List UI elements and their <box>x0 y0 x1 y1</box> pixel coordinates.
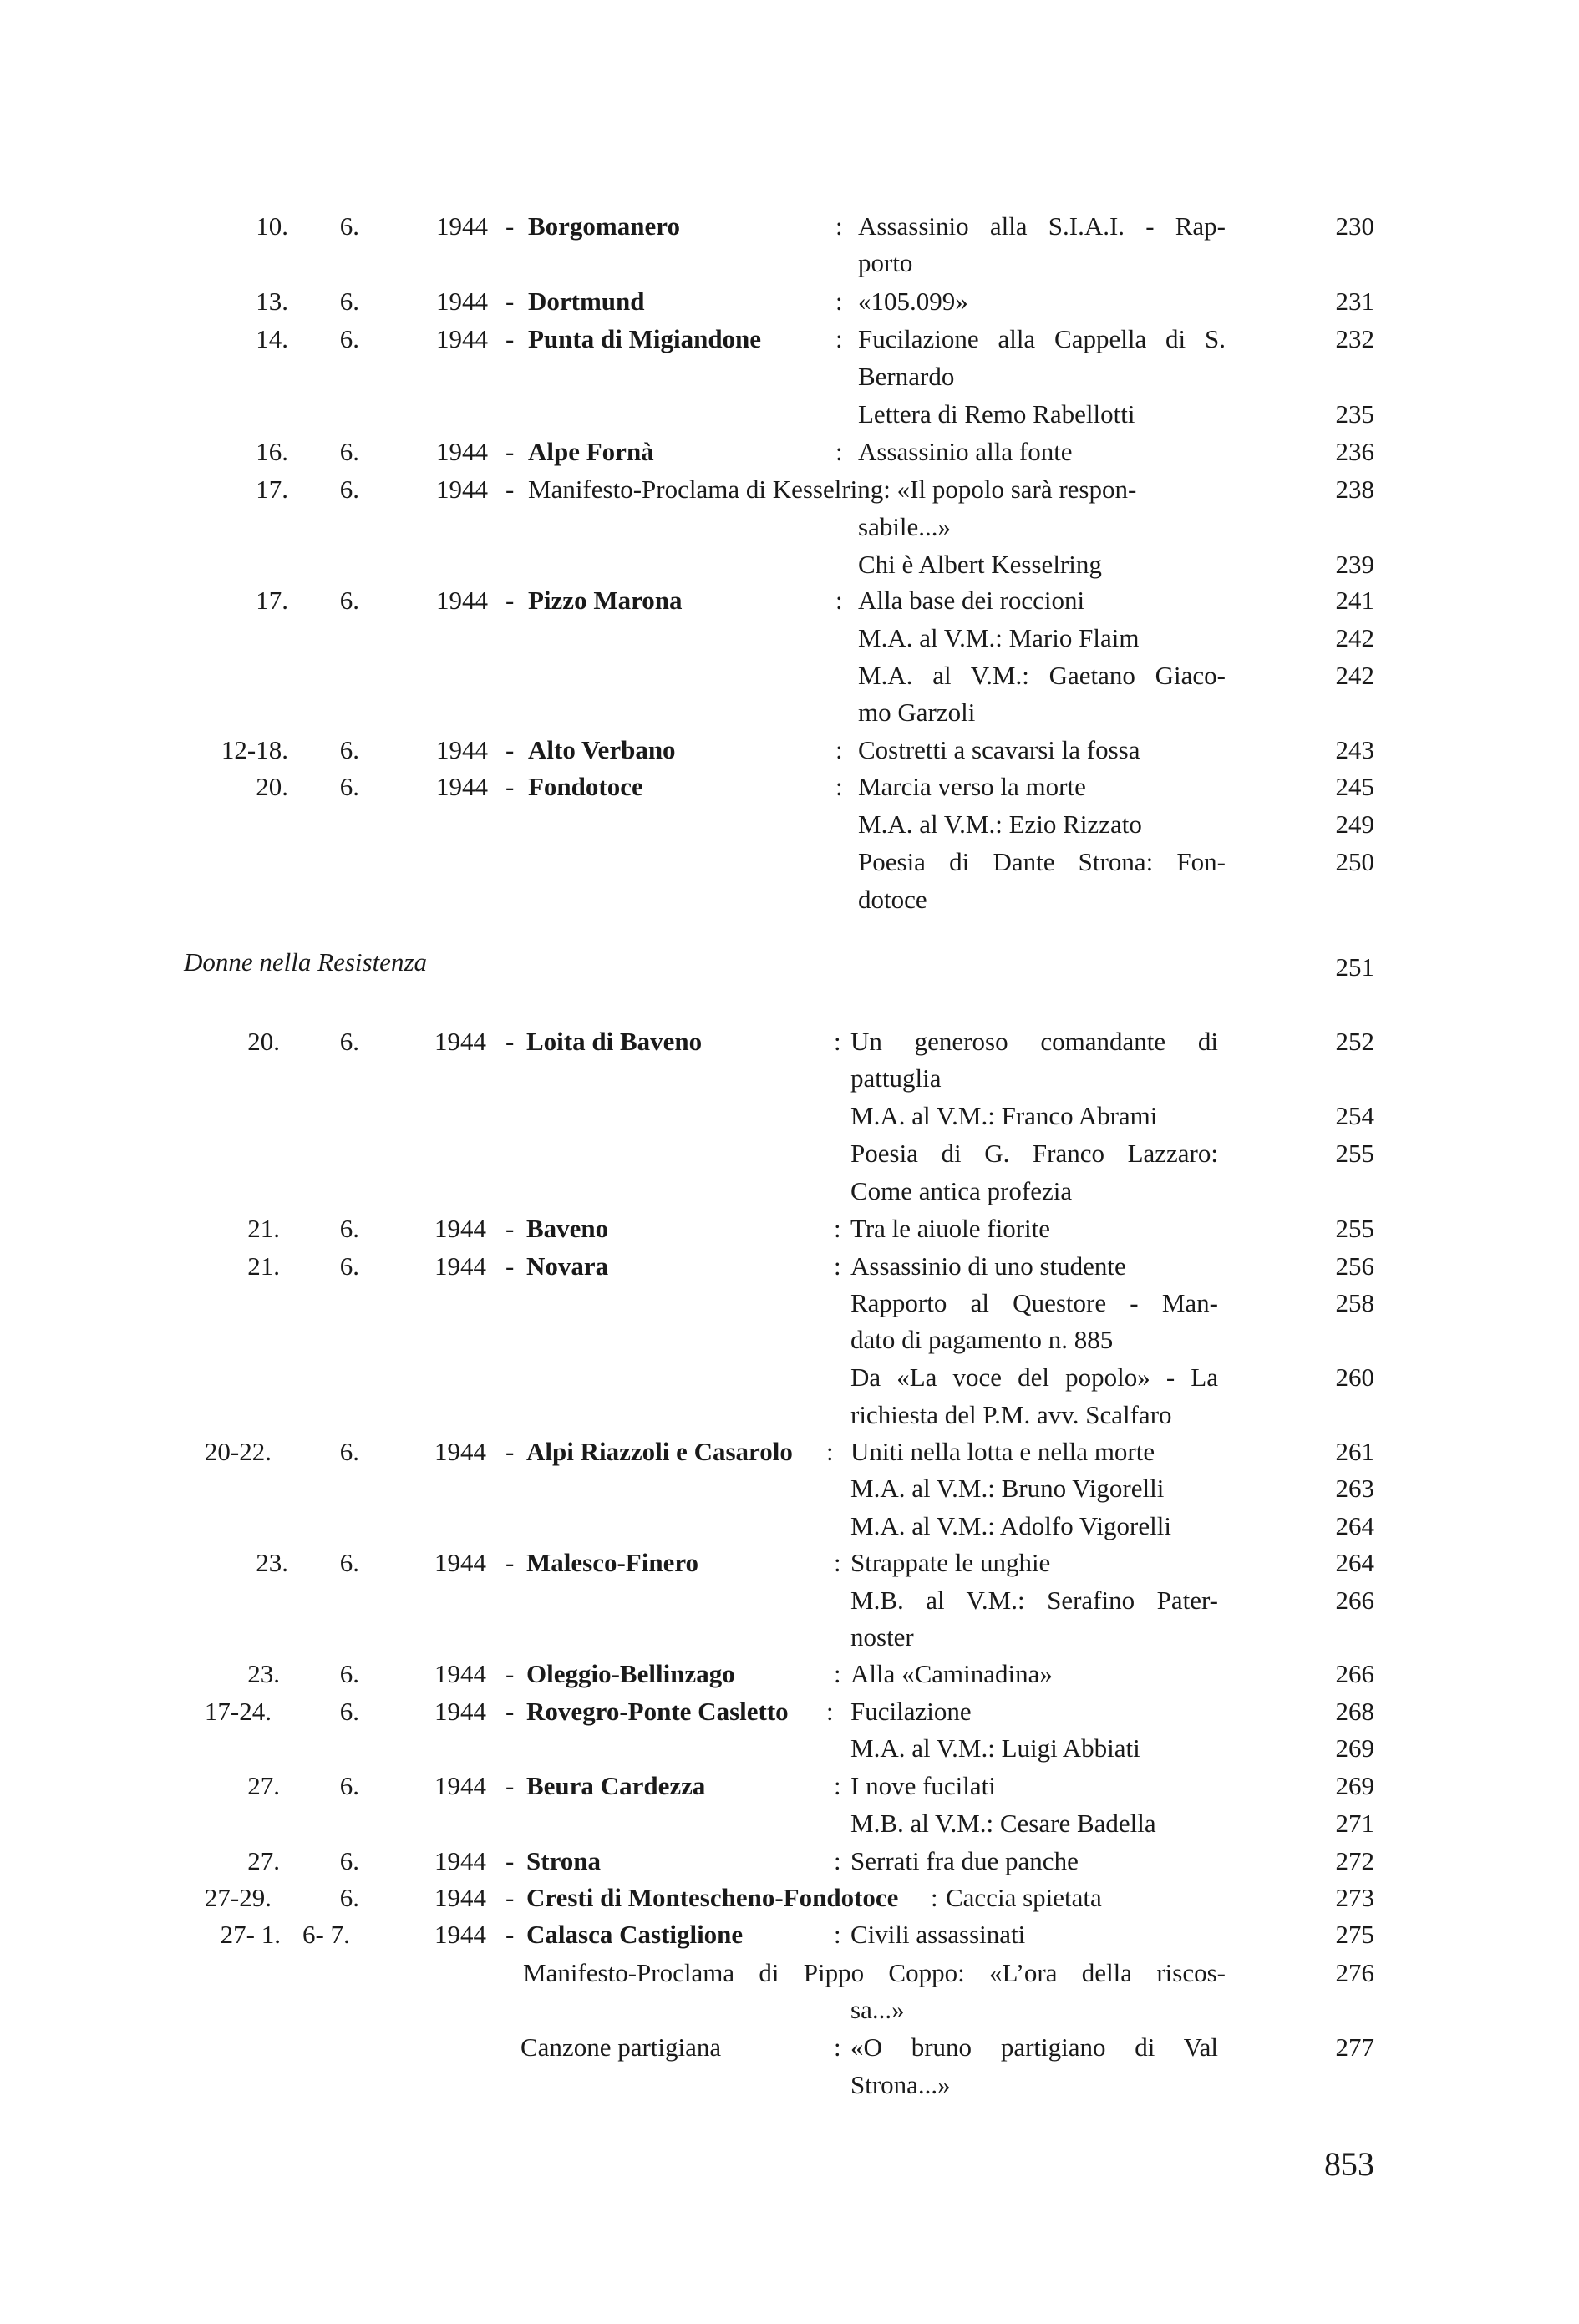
entry-page: 276 <box>1335 1958 1374 1987</box>
index-entry-sub <box>0 1810 1579 1844</box>
entry-dash: - <box>505 1027 515 1056</box>
entry-description: Alla «Caminadina» <box>850 1659 1053 1688</box>
entry-page: 254 <box>1335 1101 1374 1130</box>
entry-description: Alla base dei roccioni <box>858 586 1085 615</box>
entry-colon: : <box>834 2032 841 2062</box>
entry-dash: - <box>505 1883 515 1912</box>
entry-dash: - <box>505 1659 515 1688</box>
entry-month: 6. <box>339 1697 359 1726</box>
entry-year: 1944 <box>434 1659 486 1688</box>
entry-page: 230 <box>1335 211 1374 241</box>
entry-day: 12-18. <box>221 735 288 764</box>
entry-page: 255 <box>1335 1214 1374 1243</box>
entry-year: 1944 <box>436 211 488 241</box>
entry-place: Malesco-Finero <box>526 1548 699 1577</box>
entry-month: 6. <box>339 1548 359 1577</box>
index-entry-sub <box>0 1364 1579 1398</box>
entry-year: 1944 <box>434 1697 486 1726</box>
entry-month: 6. <box>339 1659 359 1688</box>
entry-colon: : <box>834 1771 841 1800</box>
entry-description: I nove fucilati <box>850 1771 996 1800</box>
entry-place: Punta di Migiandone <box>528 324 762 353</box>
entry-description: Bernardo <box>858 362 955 391</box>
index-entry-continuation <box>0 1402 1579 1435</box>
index-entry-continuation <box>0 2072 1579 2105</box>
entry-page: 249 <box>1335 809 1374 839</box>
section-heading: Donne nella Resistenza <box>184 947 428 977</box>
entry-description: Assassinio alla fonte <box>858 437 1073 466</box>
entry-colon: : <box>826 1437 834 1466</box>
entry-dash: - <box>505 772 515 801</box>
entry-page: 266 <box>1335 1586 1374 1615</box>
entry-day: 21. <box>247 1214 280 1243</box>
entry-month: 6. <box>339 211 359 241</box>
index-entry <box>0 1848 1579 1881</box>
entry-description: Tra le aiuole fiorite <box>850 1214 1051 1243</box>
entry-day: 23. <box>256 1548 288 1577</box>
entry-place: Rovegro-Ponte Casletto <box>526 1697 789 1726</box>
entry-day: 27. <box>247 1846 280 1875</box>
entry-page: 241 <box>1335 586 1374 615</box>
entry-description: Marcia verso la morte <box>858 772 1086 801</box>
index-entry-continuation <box>0 699 1579 733</box>
entry-description: Come antica profezia <box>850 1176 1073 1205</box>
entry-place: Alpe Fornà <box>528 437 654 466</box>
entry-description: Uniti nella lotta e nella morte <box>850 1437 1155 1466</box>
entry-description: Poesia di Dante Strona: Fon- <box>858 847 1226 876</box>
entry-month: 6. <box>339 772 359 801</box>
entry-page: 277 <box>1335 2032 1374 2062</box>
entry-dash: - <box>505 1920 515 1949</box>
entry-colon: : <box>835 324 843 353</box>
index-entry <box>0 1773 1579 1806</box>
entry-page: 271 <box>1335 1809 1374 1838</box>
entry-proclamation: Manifesto-Proclama di Pippo Coppo: «L’ora della riscos- <box>523 1958 1226 1987</box>
entry-description: M.B. al V.M.: Cesare Badella <box>850 1809 1156 1838</box>
entry-day: 27. <box>247 1771 280 1800</box>
entry-year: 1944 <box>436 474 488 504</box>
entry-description: dato di pagamento n. 885 <box>850 1325 1114 1354</box>
entry-colon: : <box>931 1883 938 1912</box>
entry-place: Loita di Baveno <box>526 1027 703 1056</box>
entry-description: porto <box>858 248 913 277</box>
entry-month: 6. <box>339 735 359 764</box>
index-entry-sub <box>0 1140 1579 1174</box>
entry-description: Serrati fra due panche <box>850 1846 1079 1875</box>
index-entry-sub <box>0 1103 1579 1136</box>
entry-place: Alto Verbano <box>528 735 676 764</box>
index-entry <box>0 1028 1579 1062</box>
entry-page: 239 <box>1335 550 1374 579</box>
entry-page: 243 <box>1335 735 1374 764</box>
entry-year: 1944 <box>436 772 488 801</box>
index-entry <box>0 1439 1579 1472</box>
index-entry-sub <box>0 1735 1579 1768</box>
entry-dash: - <box>505 1846 515 1875</box>
entry-description: M.A. al V.M.: Mario Flaim <box>858 623 1140 652</box>
entry-year: 1944 <box>434 1771 486 1800</box>
entry-page: 238 <box>1335 474 1374 504</box>
entry-colon: : <box>835 287 843 316</box>
entry-month: 6. <box>339 1214 359 1243</box>
index-entry-sub <box>0 401 1579 434</box>
index-entry-sub <box>0 551 1579 585</box>
entry-page: 261 <box>1335 1437 1374 1466</box>
entry-page: 264 <box>1335 1548 1374 1577</box>
index-entry <box>0 476 1579 510</box>
entry-year: 1944 <box>434 1214 486 1243</box>
entry-colon: : <box>834 1548 841 1577</box>
entry-place: Calasca Castiglione <box>526 1920 744 1949</box>
entry-colon: : <box>834 1214 841 1243</box>
entry-description: sa...» <box>850 1995 905 2024</box>
index-entry <box>0 1550 1579 1583</box>
entry-day: 17. <box>256 474 288 504</box>
entry-colon: : <box>834 1027 841 1056</box>
entry-page: 258 <box>1335 1288 1374 1317</box>
entry-month: 6. <box>339 437 359 466</box>
entry-page: 245 <box>1335 772 1374 801</box>
entry-dash: - <box>505 1697 515 1726</box>
entry-page: 266 <box>1335 1659 1374 1688</box>
entry-colon: : <box>834 1251 841 1281</box>
entry-day: 23. <box>247 1659 280 1688</box>
index-entry-sub <box>0 849 1579 882</box>
index-entry-sub <box>0 1960 1579 1993</box>
entry-place: Fondotoce <box>528 772 643 801</box>
entry-dash: - <box>505 735 515 764</box>
entry-place: Baveno <box>526 1214 609 1243</box>
entry-month: 6- 7. <box>302 1920 350 1949</box>
entry-year: 1944 <box>436 735 488 764</box>
entry-year: 1944 <box>436 287 488 316</box>
entry-place: Oleggio-Bellinzago <box>526 1659 735 1688</box>
entry-colon: : <box>835 437 843 466</box>
entry-month: 6. <box>339 287 359 316</box>
entry-day: 27-29. <box>204 1883 272 1912</box>
entry-day: 27- 1. <box>220 1920 281 1949</box>
entry-month: 6. <box>339 1251 359 1281</box>
entry-page: 269 <box>1335 1733 1374 1763</box>
index-entry-continuation <box>0 886 1579 920</box>
index-entry <box>0 288 1579 322</box>
index-entry <box>0 1698 1579 1732</box>
entry-description: Un generoso comandante di <box>850 1027 1218 1056</box>
entry-description: M.A. al V.M.: Franco Abrami <box>850 1101 1158 1130</box>
entry-month: 6. <box>339 1771 359 1800</box>
entry-description: «105.099» <box>858 287 968 316</box>
entry-label: Canzone partigiana <box>520 2032 722 2062</box>
entry-description: Civili assassinati <box>850 1920 1026 1949</box>
entry-colon: : <box>834 1920 841 1949</box>
entry-dash: - <box>505 324 515 353</box>
entry-page: 236 <box>1335 437 1374 466</box>
entry-description: Caccia spietata <box>946 1883 1102 1912</box>
index-entry <box>0 439 1579 472</box>
entry-page: 242 <box>1335 661 1374 690</box>
entry-day: 17-24. <box>204 1697 272 1726</box>
entry-page: 264 <box>1335 1511 1374 1540</box>
entry-place: Novara <box>526 1251 609 1281</box>
entry-day: 16. <box>256 437 288 466</box>
entry-description: «O bruno partigiano di Val <box>850 2032 1218 2062</box>
index-entry-sub <box>0 2034 1579 2068</box>
page-number: 853 <box>1324 2145 1374 2183</box>
index-entry-continuation <box>0 1327 1579 1360</box>
entry-month: 6. <box>339 324 359 353</box>
entry-page: 250 <box>1335 847 1374 876</box>
index-entry <box>0 213 1579 246</box>
index-entry-continuation <box>0 514 1579 547</box>
entry-year: 1944 <box>434 1251 486 1281</box>
entry-description: M.A. al V.M.: Adolfo Vigorelli <box>850 1511 1171 1540</box>
index-entry-sub <box>0 1475 1579 1509</box>
index-entry <box>0 1253 1579 1286</box>
entry-description: Da «La voce del popolo» - La <box>850 1362 1218 1392</box>
index-entry <box>0 1661 1579 1694</box>
entry-year: 1944 <box>436 586 488 615</box>
entry-page: 273 <box>1335 1883 1374 1912</box>
index-entry-continuation <box>0 363 1579 397</box>
entry-page: 268 <box>1335 1697 1374 1726</box>
index-entry <box>0 326 1579 359</box>
entry-day: 21. <box>247 1251 280 1281</box>
entry-description: Fucilazione <box>850 1697 972 1726</box>
entry-dash: - <box>505 1771 515 1800</box>
entry-year: 1944 <box>434 1437 486 1466</box>
index-entry-continuation <box>0 1997 1579 2030</box>
index-entry-sub <box>0 1587 1579 1621</box>
entry-dash: - <box>505 211 515 241</box>
entry-dash: - <box>505 1214 515 1243</box>
entry-colon: : <box>835 735 843 764</box>
entry-description: Lettera di Remo Rabellotti <box>858 399 1135 429</box>
index-entry-continuation <box>0 1065 1579 1099</box>
entry-page: 242 <box>1335 623 1374 652</box>
entry-colon: : <box>835 586 843 615</box>
entry-description: noster <box>850 1622 914 1652</box>
index-entry-continuation <box>0 1624 1579 1657</box>
index-entry <box>0 1921 1579 1955</box>
entry-page: 252 <box>1335 1027 1374 1056</box>
entry-dash: - <box>505 287 515 316</box>
entry-place: Alpi Riazzoli e Casarolo <box>526 1437 793 1466</box>
entry-month: 6. <box>339 586 359 615</box>
entry-description: Poesia di G. Franco Lazzaro: <box>850 1139 1218 1168</box>
index-entry <box>0 774 1579 807</box>
index-entry-continuation <box>0 1178 1579 1211</box>
entry-page: 232 <box>1335 324 1374 353</box>
entry-description: sabile...» <box>858 512 952 541</box>
entry-year: 1944 <box>434 1548 486 1577</box>
index-entry-sub <box>0 1290 1579 1323</box>
entry-dash: - <box>505 1437 515 1466</box>
entry-page: 235 <box>1335 399 1374 429</box>
entry-dash: - <box>505 1251 515 1281</box>
entry-colon: : <box>834 1846 841 1875</box>
index-entry-sub <box>0 625 1579 658</box>
entry-proclamation: Manifesto-Proclama di Kesselring: «Il popolo sarà respon- <box>528 474 1137 504</box>
entry-page: 275 <box>1335 1920 1374 1949</box>
entry-description: Fucilazione alla Cappella di S. <box>858 324 1226 353</box>
entry-day: 17. <box>256 586 288 615</box>
entry-place: Dortmund <box>528 287 645 316</box>
entry-colon: : <box>826 1697 834 1726</box>
entry-description: pattuglia <box>850 1063 942 1093</box>
entry-dash: - <box>505 474 515 504</box>
entry-colon: : <box>835 211 843 241</box>
entry-description: Strona...» <box>850 2070 951 2099</box>
entry-description: M.A. al V.M.: Luigi Abbiati <box>850 1733 1140 1763</box>
index-entry <box>0 587 1579 621</box>
entry-dash: - <box>505 437 515 466</box>
entry-description: Rapporto al Questore - Man- <box>850 1288 1218 1317</box>
entry-description: Assassinio di uno studente <box>850 1251 1126 1281</box>
entry-year: 1944 <box>434 1846 486 1875</box>
entry-place: Pizzo Marona <box>528 586 683 615</box>
entry-year: 1944 <box>434 1920 486 1949</box>
index-entry-sub <box>0 662 1579 696</box>
entry-description: M.A. al V.M.: Gaetano Giaco- <box>858 661 1226 690</box>
entry-month: 6. <box>339 1883 359 1912</box>
entry-page: 255 <box>1335 1139 1374 1168</box>
entry-day: 13. <box>256 287 288 316</box>
entry-page: 231 <box>1335 287 1374 316</box>
index-entry <box>0 1215 1579 1249</box>
entry-month: 6. <box>339 1846 359 1875</box>
entry-page: 272 <box>1335 1846 1374 1875</box>
index-entry-sub <box>0 1513 1579 1546</box>
entry-page: 269 <box>1335 1771 1374 1800</box>
entry-description: Costretti a scavarsi la fossa <box>858 735 1140 764</box>
entry-year: 1944 <box>436 437 488 466</box>
entry-page: 263 <box>1335 1474 1374 1503</box>
entry-month: 6. <box>339 1027 359 1056</box>
entry-page: 256 <box>1335 1251 1374 1281</box>
index-entry-continuation <box>0 250 1579 283</box>
entry-month: 6. <box>339 1437 359 1466</box>
entry-year: 1944 <box>434 1883 486 1912</box>
entry-description: mo Garzoli <box>858 698 976 727</box>
entry-description: M.B. al V.M.: Serafino Pater- <box>850 1586 1218 1615</box>
entry-colon: : <box>835 772 843 801</box>
entry-day: 20. <box>247 1027 280 1056</box>
entry-place: Beura Cardezza <box>526 1771 706 1800</box>
entry-place: Cresti di Montescheno-Fondotoce <box>526 1883 899 1912</box>
entry-description: Chi è Albert Kesselring <box>858 550 1102 579</box>
section-page: 251 <box>1335 952 1374 982</box>
entry-day: 20-22. <box>204 1437 272 1466</box>
entry-day: 14. <box>256 324 288 353</box>
index-entry <box>0 1885 1579 1918</box>
entry-description: dotoce <box>858 885 927 914</box>
index-entry-sub <box>0 811 1579 845</box>
index-entry <box>0 737 1579 770</box>
entry-year: 1944 <box>436 324 488 353</box>
entry-dash: - <box>505 586 515 615</box>
entry-description: Strappate le unghie <box>850 1548 1051 1577</box>
entry-description: Assassinio alla S.I.A.I. - Rap- <box>858 211 1226 241</box>
entry-month: 6. <box>339 474 359 504</box>
entry-description: richiesta del P.M. avv. Scalfaro <box>850 1400 1172 1429</box>
entry-year: 1944 <box>434 1027 486 1056</box>
entry-day: 20. <box>256 772 288 801</box>
entry-description: M.A. al V.M.: Ezio Rizzato <box>858 809 1142 839</box>
entry-description: M.A. al V.M.: Bruno Vigorelli <box>850 1474 1165 1503</box>
entry-day: 10. <box>256 211 288 241</box>
entry-place: Strona <box>526 1846 602 1875</box>
entry-page: 260 <box>1335 1362 1374 1392</box>
entry-place: Borgomanero <box>528 211 680 241</box>
entry-dash: - <box>505 1548 515 1577</box>
entry-colon: : <box>834 1659 841 1688</box>
